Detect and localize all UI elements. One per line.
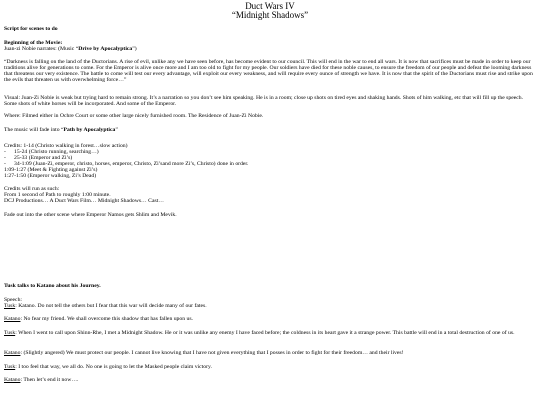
dialogue-line: Tusk: When I went to call upon Shinn-Rhe, I met a Midnight Shadow. He or it was unlike any enemy I have faced before; the coldness in its heart gave it a strange power. This battle will end in a total destruction of one of us.: [4, 330, 515, 336]
credits-row: 1:27-1:50 (Emperor walking, Zi’s Dead): [4, 173, 97, 179]
credits-run-line: From 1 second of Path to roughly 1:00 minute.: [4, 192, 111, 198]
narration-line: Juan-zi Nobie narrates: (Music “Drive by Apocalyptica”): [4, 46, 137, 52]
credits-row: - 25-33 (Emperor and Zi’s): [4, 155, 73, 161]
where-description: Where: Filmed either in Ochre Court or some other large nicely furnished room. The Residence of Juan-Zi Nobie.: [4, 113, 264, 119]
fade-out-line: Fade out into the other scene where Emperor Namos gets Shlim and Mevik.: [4, 212, 177, 218]
credits-row: Credits: 1-14 (Christo walking in forest…slow action): [4, 143, 128, 149]
dialogue-line: Katano: (Slightly angered) We must protect our people. I cannot live knowing that I have not given everything that I posses in order to fight for their freedom… and their lives!: [4, 350, 404, 356]
dialogue-line: Tusk: I too feel that way, we all do. No one is going to let the Masked people claim victory.: [4, 364, 212, 370]
credits-run-line: DCJ Productions… A Duct Wars Film… Midnight Shadows… Cast…: [4, 198, 164, 204]
credits-row: - 34-1:09 (Juan-Zi, emperor, christo, horses, emperor, Christo, Zi’sand more Zi’s, Christo) done in order.: [4, 161, 249, 167]
document-title: Duct Wars IV: [245, 1, 295, 11]
dialogue-line: Katano: No fear my friend. We shall overcome this shadow that has fallen upon us.: [4, 316, 193, 322]
credits-row: 1:09-1:27 (Meet & Fighting against Zi’s): [4, 167, 98, 173]
speech-label: Speech:: [4, 297, 23, 303]
dialogue-line: Tusk: Katano. Do not tell the others but I fear that this war will decide many of our fates.: [4, 303, 207, 309]
narration-quote: “Darkness is falling on the land of the Ductorians. A rise of evil, unlike any we have seen before, has become evident to our council. This will end in the war to end all wars. It is now that sacrifices must be made in order to keep our traditions alive for generations to come. For the Emperor is alive once more and I am too old to fight for my people. Our soldiers have died for these noble causes, to ensure the freedom of our people and defeat the looming darkness that threatens our very existence. The battle to come will test our every advantage, will exploit our every weakness, and will require every ounce of strength we have. It is now that the spirit of the Ductorians must rise and strike upon the evils that threaten us with overwhelming force…”: [4, 59, 533, 84]
section-heading-journey: Tusk talks to Katano about his Journey.: [4, 283, 101, 289]
credits-row: - 15-24 (Christo running, searching…): [4, 149, 99, 155]
section-heading-beginning: Beginning of the Movie:: [4, 40, 63, 46]
dialogue-line: Katano: Then let’s end it now….: [4, 377, 79, 383]
visual-description: Visual: Juan-Zi Nobie is weak but trying hard to remain strong. It’s a narration so you don’t see him speaking. He is in a room; close up shots on tired eyes and shaking hands. Shots of him walking, etc that will fill up the speech. Some shots of white horses will be incorporated. And some of the Emperor.: [4, 95, 524, 108]
section-heading-scenes: Script for scenes to do: [4, 26, 58, 32]
document-subtitle: “Midnight Shadows”: [231, 10, 309, 20]
credits-run-line: Credits will run as such:: [4, 186, 60, 192]
music-fade-line: The music will fade into “Path by Apocalyptica”: [4, 127, 118, 133]
